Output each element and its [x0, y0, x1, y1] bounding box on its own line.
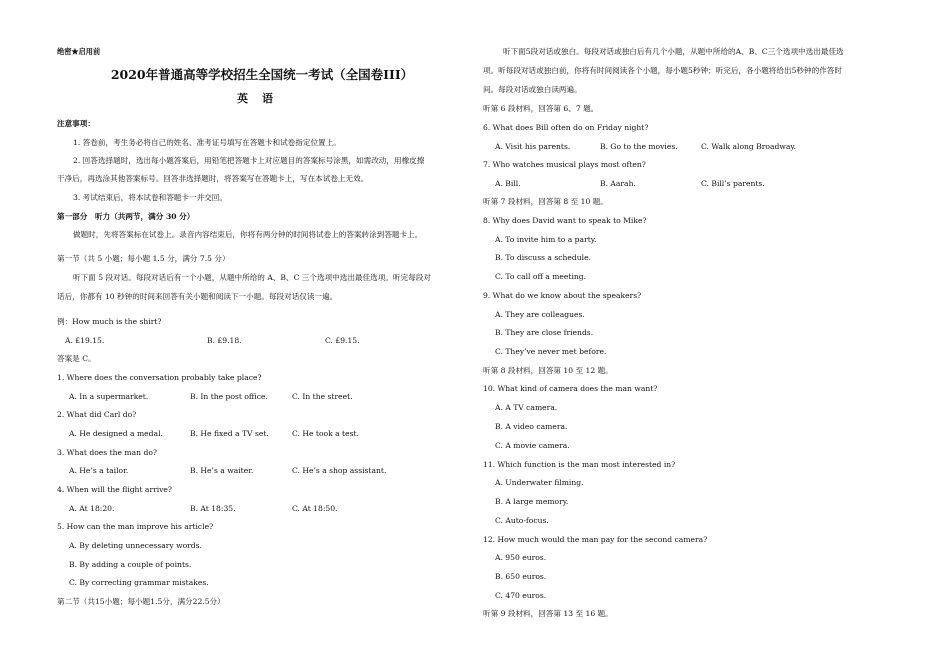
note-item: 1. 答卷前，考生务必将自己的姓名、准考证号填写在答题卡和试卷指定位置上。 [73, 138, 341, 147]
option: C. He’s a shop assistant. [292, 466, 387, 475]
material-label: 听第 6 段材料，回答第 6、7 题。 [483, 104, 599, 113]
option: C. At 18:50. [292, 504, 338, 513]
option: A. In a supermarket. [69, 392, 149, 401]
question: 7. Who watches musical plays most often? [483, 160, 646, 169]
option: C. Bill’s parents. [701, 179, 765, 188]
section1-heading: 第一节（共 5 小题；每小题 1.5 分，满分 7.5 分） [57, 254, 230, 263]
option: C. Auto-focus. [495, 516, 549, 525]
question: 6. What does Bill often do on Friday night? [483, 123, 649, 132]
option: A. He designed a medal. [69, 429, 163, 438]
question: 1. Where does the conversation probably take place? [57, 373, 262, 382]
example-option: B. £9.18. [207, 336, 242, 345]
option: B. To discuss a schedule. [495, 253, 591, 262]
section2-instruction: 间。每段对话或独白读两遍。 [483, 85, 582, 94]
question: 12. How much would the man pay for the second camera? [483, 535, 708, 544]
example-answer: 答案是 C。 [57, 354, 96, 363]
option: B. Aarah. [600, 179, 636, 188]
option: B. 650 euros. [495, 572, 547, 581]
question: 5. How can the man improve his article? [57, 522, 214, 531]
section2-instruction: 听下面5段对话或独白。每段对话或独白后有几个小题，从题中所给的A、B、C三个选项中选出最佳选 [503, 47, 844, 56]
part1-heading: 第一部分 听力（共两节，满分 30 分） [57, 212, 195, 221]
question: 8. Why does David want to speak to Mike? [483, 216, 647, 225]
option: B. They are close friends. [495, 328, 594, 337]
material-label: 听第 8 段材料，回答第 10 至 12 题。 [483, 366, 613, 375]
option: C. By correcting grammar mistakes. [69, 578, 209, 587]
option: B. Go to the movies. [600, 142, 678, 151]
option: C. He took a test. [292, 429, 359, 438]
question: 3. What does the man do? [57, 448, 157, 457]
material-label: 听第 9 段材料，回答第 13 至 16 题。 [483, 609, 613, 618]
option: B. He’s a waiter. [190, 466, 254, 475]
option: C. To call off a meeting. [495, 272, 587, 281]
option: A. To invite him to a party. [495, 235, 597, 244]
notes-heading: 注意事项： [57, 119, 95, 128]
option: B. He fixed a TV set. [190, 429, 269, 438]
exam-subject: 英语 [237, 92, 287, 105]
section2-heading: 第二节（共15小题；每小题1.5分，满分22.5分） [57, 597, 225, 606]
option: C. Walk along Broadway. [701, 142, 797, 151]
option: C. 470 euros. [495, 591, 547, 600]
note-item: 2. 回答选择题时，选出每小题答案后，用铅笔把答题卡上对应题目的答案标号涂黑，如需改动，用橡皮擦 [73, 156, 425, 165]
option: C. A movie camera. [495, 441, 570, 450]
question: 10. What kind of camera does the man want? [483, 384, 658, 393]
example-question: 例：How much is the shirt? [57, 317, 162, 326]
material-label: 听第 7 段材料，回答第 8 至 10 题。 [483, 197, 608, 206]
example-option: A. £19.15. [65, 336, 105, 345]
note-item: 3. 考试结束后，将本试卷和答题卡一并交回。 [73, 193, 227, 202]
option: A. At 18:20. [69, 504, 115, 513]
option: A. 950 euros. [495, 553, 547, 562]
option: B. In the post office. [190, 392, 268, 401]
question: 9. What do we know about the speakers? [483, 291, 642, 300]
example-option: C. £9.15. [325, 336, 360, 345]
secret-mark: 绝密★启用前 [57, 47, 101, 56]
option: A. By deleting unnecessary words. [69, 541, 202, 550]
option: B. A video camera. [495, 422, 568, 431]
note-item: 干净后，再选涂其他答案标号。回答非选择题时，将答案写在答题卡上，写在本试卷上无效。 [57, 174, 369, 183]
option: C. In the street. [292, 392, 353, 401]
section2-instruction: 项。听每段对话或独白前，你将有时间阅读各个小题，每小题5秒钟；听完后，各小题将给出5秒钟的作答时 [483, 66, 842, 75]
section1-instruction: 话后，你都有 10 秒钟的时间来回答有关小题和阅读下一小题。每段对话仅读一遍。 [57, 292, 338, 301]
question: 4. When will the flight arrive? [57, 485, 172, 494]
option: A. Underwater filming. [495, 478, 584, 487]
option: B. At 18:35. [190, 504, 236, 513]
question: 2. What did Carl do? [57, 410, 137, 419]
question: 11. Which function is the man most interested in? [483, 460, 676, 469]
option: A. They are colleagues. [495, 310, 585, 319]
option: B. By adding a couple of points. [69, 560, 192, 569]
option: C. They’ve never met before. [495, 347, 607, 356]
option: B. A large memory. [495, 497, 569, 506]
option: A. A TV camera. [495, 403, 558, 412]
option: A. Bill. [495, 179, 521, 188]
part1-instruction: 做题时，先将答案标在试卷上。录音内容结束后，你将有两分钟的时间将试卷上的答案转涂到答题卡上。 [73, 230, 423, 239]
option: A. He’s a tailor. [69, 466, 129, 475]
section1-instruction: 听下面 5 段对话。每段对话后有一个小题，从题中所给的 A、B、C 三个选项中选出最佳选项。听完每段对 [73, 273, 431, 282]
option: A. Visit his parents. [495, 142, 571, 151]
exam-title: 2020年普通高等学校招生全国统一考试（全国卷III） [110, 67, 414, 82]
